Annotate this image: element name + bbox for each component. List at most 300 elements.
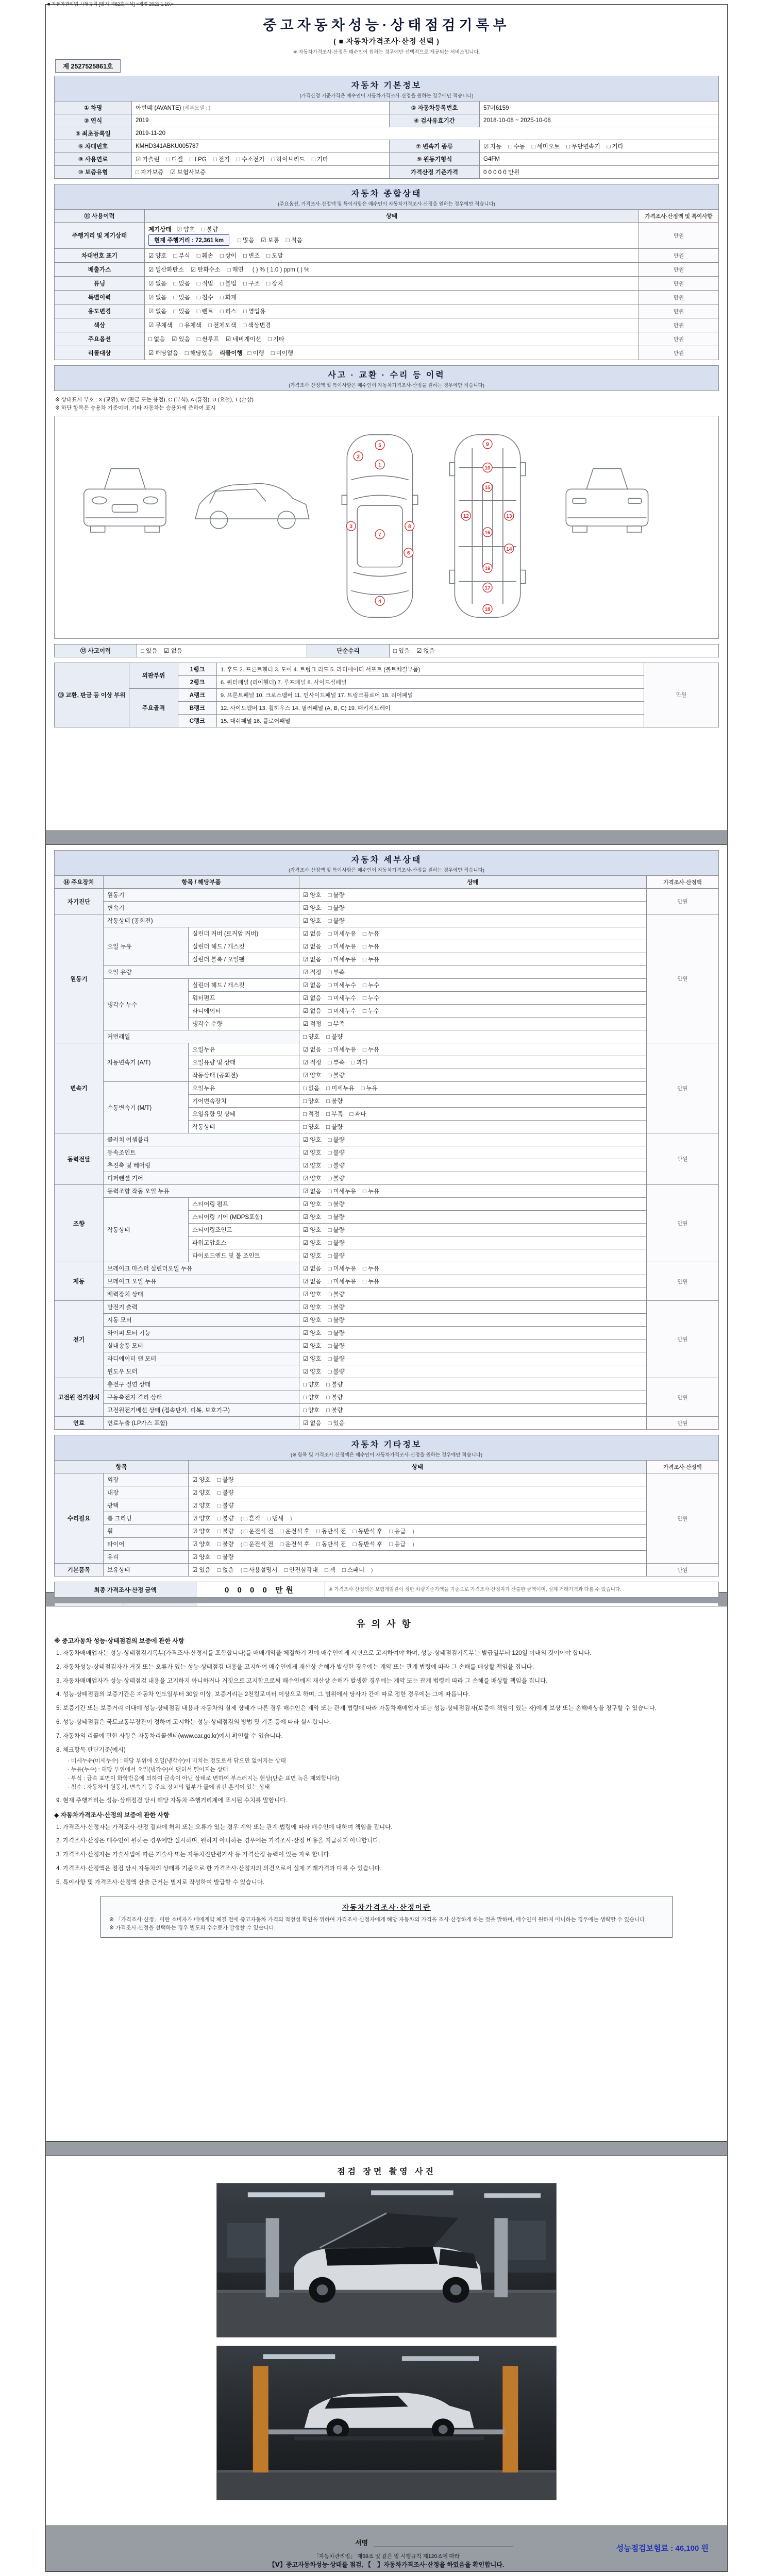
price-cell: 만원 [647, 1262, 719, 1301]
checkbox-unchecked[interactable]: □ 부족 [326, 1111, 343, 1117]
checkbox-checked[interactable]: ☑ 무채색 [148, 323, 173, 329]
svg-text:17: 17 [484, 585, 491, 591]
checkbox-unchecked[interactable]: □ 있음 [173, 295, 190, 301]
checkbox-checked[interactable]: ☑ 없음 [303, 1279, 322, 1285]
checkbox-unchecked[interactable]: □ 전기 [213, 157, 230, 163]
checkbox-unchecked[interactable]: □ 미세누유 [328, 931, 356, 937]
svg-text:16: 16 [484, 530, 491, 536]
checkbox-checked[interactable]: ☑ 적정 [303, 1021, 322, 1027]
checkbox-icon: □ [217, 1477, 221, 1483]
checkbox-unchecked[interactable]: □ 과다 [349, 1111, 366, 1117]
price-cell: 만원 [639, 346, 719, 360]
checkbox-checked[interactable]: ☑ 양호 [192, 1529, 211, 1535]
fuel-label: ⑧ 사용연료 [55, 153, 132, 166]
checkbox-checked[interactable]: ☑ 없음 [164, 648, 182, 654]
checkbox-unchecked[interactable]: □ 미세누유 [328, 1047, 356, 1053]
checkbox-unchecked[interactable]: □ 누유 [362, 957, 380, 963]
checkbox-checked[interactable]: ☑ 양호 [303, 1163, 322, 1169]
checkbox-checked[interactable]: ☑ 양호 [303, 1369, 322, 1375]
checkbox-unchecked[interactable]: □ 부족 [328, 1060, 345, 1066]
checkbox-unchecked[interactable]: □ 없음 [148, 336, 165, 343]
svg-text:15: 15 [484, 484, 491, 490]
price-cell: 만원 [639, 263, 719, 277]
checkbox-unchecked[interactable]: □ 기타 [607, 144, 624, 150]
section-note-accident: (가격조사·산정액 및 특이사항은 매수인이 자동차가격조사·산정을 원하는 경우에만 적습니다) [289, 383, 484, 388]
checkbox-unchecked[interactable]: □ 누유 [362, 1047, 380, 1053]
checkbox-unchecked[interactable]: □ 미세누수 [328, 1008, 356, 1014]
checkbox-unchecked[interactable]: □ 변조 [243, 253, 260, 259]
checkbox-unchecked[interactable]: □ 불량 [217, 1477, 234, 1483]
checkbox-checked[interactable]: ☑ 적정 [303, 970, 322, 976]
checkbox-icon: □ [362, 1047, 366, 1053]
checkbox-checked[interactable]: ☑ 양호 [303, 1137, 322, 1143]
checkbox-unchecked[interactable]: □ 리스 [220, 309, 237, 315]
checkbox-unchecked[interactable]: □ 많음 [238, 238, 255, 244]
checkbox-unchecked[interactable]: □ 기타 [311, 157, 329, 163]
checkbox-icon: ☑ [172, 336, 177, 343]
checkbox-unchecked[interactable]: □ 장치 [266, 281, 283, 287]
checkbox-unchecked[interactable]: □ 불량 [217, 1541, 234, 1548]
checkbox-unchecked[interactable]: □ 불량 [328, 1369, 345, 1375]
checkbox-unchecked[interactable]: □ 디젤 [166, 157, 183, 163]
checkbox-unchecked[interactable]: □ 불량 [328, 1317, 345, 1324]
checkbox-icon: □ [267, 336, 272, 343]
checkbox-unchecked[interactable]: □ 부족 [328, 1021, 345, 1027]
price-cell: 만원 [646, 1564, 718, 1577]
checkbox-icon: □ [342, 1567, 346, 1573]
checkbox-unchecked[interactable]: □ 양호 [303, 1034, 320, 1040]
checkbox-unchecked[interactable]: □ 자가보증 [136, 170, 164, 176]
checkbox-unchecked[interactable]: □ 미세누유 [328, 1279, 356, 1285]
checkbox-unchecked[interactable]: □ 수동 [508, 144, 525, 150]
checkbox-unchecked[interactable]: □ 있음 [141, 648, 158, 654]
checkbox-checked[interactable]: ☑ 없음 [303, 957, 322, 963]
checkbox-icon: ☑ [303, 1240, 309, 1246]
checkbox-icon: □ [328, 931, 332, 937]
checkbox-checked[interactable]: ☑ 적정 [303, 1060, 322, 1066]
checkbox-checked[interactable]: ☑ 양호 [303, 1317, 322, 1324]
checkbox-unchecked[interactable]: □ 동반석 후 [352, 1529, 383, 1535]
checkbox-checked[interactable]: ☑ 없음 [303, 1008, 322, 1014]
checkbox-checked[interactable]: ☑ 양호 [303, 1240, 322, 1246]
checkbox-unchecked[interactable]: □ 이행 [247, 350, 264, 357]
checkbox-unchecked[interactable]: □ 불량 [328, 1073, 345, 1079]
inline-label: 계기상태 [148, 227, 172, 233]
checkbox-unchecked[interactable]: □ 기타 [267, 336, 285, 343]
checkbox-checked[interactable]: ☑ 양호 [303, 1150, 322, 1156]
detail-row [55, 927, 719, 940]
checkbox-icon: □ [328, 982, 332, 989]
checkbox-unchecked[interactable]: □ 매연 [227, 267, 244, 273]
checkbox-unchecked[interactable]: □ 잭 [324, 1567, 335, 1573]
notice-item: 4. 성능·상태점검의 보증기간은 자동차 인도일부터 30일 이상, 보증거리는 2천킬로미터 이상으로 하며, 그 범위에서 당사자 간에 따로 정한 경우에는 그에 따릅니다. [56, 1691, 470, 1698]
insurance-fee [616, 2543, 709, 2553]
subitem-label: 오일유량 및 상태 [189, 1056, 299, 1069]
checkbox-icon: ☑ [303, 944, 309, 950]
checkbox-unchecked[interactable]: □ 영업용 [243, 309, 266, 315]
checkbox-checked[interactable]: ☑ 자동 [483, 144, 502, 150]
device-label: 전기 [55, 1301, 104, 1378]
notice-item: 4. 가격조사·산정액은 점검 당시 자동차의 상태를 기준으로 한 가격조사·산정자의 의견으로서 실제 거래가격과 다를 수 있습니다. [56, 1865, 382, 1872]
reg-no-label: ② 자동차등록번호 [390, 101, 480, 114]
checkbox-unchecked[interactable]: □ 운전석 전 [243, 1529, 274, 1535]
checkbox-icon: □ [362, 1279, 366, 1285]
subitem-label: 파워고압호스 [189, 1236, 299, 1249]
checkbox-unchecked[interactable]: □ 불량 [328, 1356, 345, 1362]
checkbox-unchecked[interactable]: □ 있음 [173, 281, 190, 287]
price-survey-option: ( ■ 자동차가격조사·산정 선택 ) [333, 37, 440, 45]
checkbox-icon: ☑ [148, 253, 154, 259]
checkbox-unchecked[interactable]: □ 불량 [328, 1253, 345, 1259]
checkbox-icon: ☑ [225, 336, 231, 343]
overall-row [55, 249, 719, 263]
item-label: 광택 [104, 1499, 189, 1512]
checkbox-unchecked[interactable]: □ 적법 [196, 281, 213, 287]
checkbox-unchecked[interactable]: □ 동반석 전 [316, 1541, 346, 1548]
final-price-note: ※ 가격조사·산정액은 보험개발원이 정한 차량기준가액을 기준으로 가격조사·산정자가 산출한 금액이며, 실제 거래가격과 다를 수 있습니다. [325, 1582, 719, 1598]
checkbox-unchecked[interactable]: □ 없음 [303, 1086, 320, 1092]
legal-basis-line: 「자동차관리법」 제58조 및 같은 법 시행규칙 제120조에 따라 [313, 2553, 460, 2560]
checkbox-checked[interactable]: ☑ 양호 [192, 1554, 211, 1561]
checkbox-unchecked[interactable]: □ 누유 [362, 1266, 380, 1272]
checkbox-unchecked[interactable]: □ 불량 [217, 1490, 234, 1496]
car-rear-view [566, 468, 648, 532]
checkbox-unchecked[interactable]: □ 불량 [326, 1395, 343, 1401]
checkbox-icon: □ [201, 227, 205, 233]
checkbox-unchecked[interactable]: □ 불량 [328, 1292, 345, 1298]
checkbox-checked[interactable]: ☑ 양호 [148, 253, 167, 259]
item-label: 보유상태 [104, 1564, 189, 1577]
checkbox-unchecked[interactable]: □ 불량 [217, 1503, 234, 1509]
checkbox-unchecked[interactable]: □ 있음 [328, 1420, 345, 1427]
checkbox-unchecked[interactable]: □ 색상변경 [243, 323, 271, 329]
section-note-basic: (가격산정 기준가격은 매수인이 자동차가격조사·산정을 원하는 경우에만 적습니다) [299, 93, 474, 99]
checkbox-unchecked[interactable]: □ 양호 [303, 1124, 320, 1130]
checkbox-checked[interactable]: ☑ 없음 [303, 995, 322, 1002]
checkbox-unchecked[interactable]: □ 누수 [362, 995, 380, 1002]
checkbox-unchecked[interactable]: □ 미세누유 [328, 957, 356, 963]
checkbox-unchecked[interactable]: □ 안전삼각대 [284, 1567, 318, 1573]
checkbox-icon: □ [238, 238, 242, 244]
checkbox-unchecked[interactable]: □ 불량 [201, 227, 219, 233]
checkbox-icon: ☑ [303, 1369, 309, 1375]
checkbox-unchecked[interactable]: □ 누유 [362, 931, 380, 937]
checkbox-icon: □ [328, 1304, 332, 1311]
checkbox-unchecked[interactable]: □ 침수 [196, 295, 213, 301]
checkbox-unchecked[interactable]: □ 미세누수 [328, 995, 356, 1002]
checkbox-unchecked[interactable]: □ 불량 [217, 1529, 234, 1535]
checkbox-icon: ☑ [303, 1279, 309, 1285]
checkbox-checked[interactable]: ☑ 탄화수소 [190, 267, 221, 273]
base-price-value: 0 0 0 0 0 만원 [480, 166, 719, 179]
checkbox-checked[interactable]: ☑ 양호 [303, 918, 322, 924]
checkbox-checked[interactable]: ☑ 양호 [192, 1516, 211, 1522]
checkbox-checked[interactable]: ☑ 보통 [261, 238, 279, 244]
form-reference-note: ■ 자동차관리법 시행규칙 [별지 제82호서식] <개정 2021.1.19.> [47, 2, 174, 7]
price-box-title: 자동차가격조사·산정이란 [342, 1903, 431, 1911]
price-cell: 만원 [646, 1473, 718, 1564]
checkbox-unchecked[interactable]: □ 응급 [389, 1529, 406, 1535]
checkbox-unchecked[interactable]: □ 상이 [220, 253, 237, 259]
checkbox-unchecked[interactable]: □ 불량 [326, 1408, 343, 1414]
checkbox-icon: □ [243, 1516, 247, 1522]
checkbox-unchecked[interactable]: □ 화재 [220, 295, 237, 301]
checkbox-checked[interactable]: ☑ 없음 [303, 1047, 322, 1053]
subitem-label: 작동상태 [189, 1121, 299, 1133]
checkbox-unchecked[interactable]: □ 운전석 전 [243, 1541, 274, 1548]
item-label: 등속조인트 [104, 1146, 299, 1159]
item-label: 수동변속기 (M/T) [104, 1082, 189, 1133]
checkbox-icon: □ [326, 1086, 330, 1092]
overall-row [55, 277, 719, 291]
checkbox-unchecked[interactable]: □ 불량 [328, 892, 345, 899]
checkbox-unchecked[interactable]: □ 누유 [361, 1086, 378, 1092]
checkbox-checked[interactable]: ☑ 없음 [303, 1420, 322, 1427]
checkbox-unchecked[interactable]: □ 동반석 후 [352, 1541, 383, 1548]
checkbox-unchecked[interactable]: □ 부족 [328, 970, 345, 976]
detail-row [55, 902, 719, 914]
notices-subheading-1: ※ 중고자동차 성능·상태점검의 보증에 관한 사항 [54, 1637, 184, 1645]
detail-row [55, 1340, 719, 1352]
checkbox-icon: □ [303, 1124, 307, 1130]
checkbox-checked[interactable]: ☑ 양호 [303, 1176, 322, 1182]
checkbox-unchecked[interactable]: □ 동반석 전 [316, 1529, 346, 1535]
checkbox-unchecked[interactable]: □ 적음 [285, 238, 303, 244]
checkbox-unchecked[interactable]: □ 있음 [173, 309, 190, 315]
checkbox-unchecked[interactable]: □ 썬루프 [196, 336, 219, 343]
checkbox-unchecked[interactable]: □ 불량 [328, 1201, 345, 1208]
checkbox-unchecked[interactable]: □ 불량 [328, 905, 345, 911]
checkbox-checked[interactable]: ☑ 양호 [303, 1201, 322, 1208]
checkbox-checked[interactable]: ☑ 양호 [303, 1304, 322, 1311]
checkbox-checked[interactable]: ☑ 없음 [303, 931, 322, 937]
checkbox-icon: □ [328, 892, 332, 899]
checkbox-unchecked[interactable]: □ 하이브리드 [271, 157, 305, 163]
checkbox-unchecked[interactable]: □ 누수 [362, 1008, 380, 1014]
checkbox-unchecked[interactable]: □ 전체도색 [208, 323, 237, 329]
price-cell: 만원 [647, 1133, 719, 1185]
checkbox-unchecked[interactable]: □ 있음 [393, 648, 410, 654]
checkbox-unchecked[interactable]: □ 불량 [328, 1137, 345, 1143]
checkbox-unchecked[interactable]: □ 부식 [173, 253, 190, 259]
checkbox-unchecked[interactable]: □ 운전석 후 [280, 1541, 310, 1548]
device-label: 조향 [55, 1185, 104, 1262]
checkbox-icon: □ [328, 957, 332, 963]
checkbox-icon: ☑ [190, 267, 196, 273]
checkbox-checked[interactable]: ☑ 일산화탄소 [148, 267, 184, 273]
checkbox-icon: ☑ [303, 1073, 309, 1079]
checkbox-unchecked[interactable]: □ 누유 [362, 1189, 380, 1195]
checkbox-checked[interactable]: ☑ 양호 [192, 1541, 211, 1548]
checkbox-checked[interactable]: ☑ 양호 [303, 1227, 322, 1233]
checkbox-unchecked[interactable]: □ 미세누유 [328, 1189, 356, 1195]
checkbox-icon: ☑ [303, 1137, 309, 1143]
checkbox-unchecked[interactable]: □ 미세누유 [328, 944, 356, 950]
etc-row [55, 1486, 719, 1499]
detail-row [55, 966, 719, 979]
notice-subitem: · 미세누유(미세누수) : 해당 부위에 오일(냉각수)이 비치는 정도로서 닦으면 없어지는 상태 [68, 1757, 286, 1764]
checkbox-icon: □ [316, 1529, 320, 1535]
checkbox-unchecked[interactable]: □ 응급 [389, 1541, 406, 1548]
checkbox-checked[interactable]: ☑ 양호 [303, 892, 322, 899]
checkbox-unchecked[interactable]: □ 미세누수 [328, 982, 356, 989]
checkbox-unchecked[interactable]: □ 해당있음 [184, 350, 213, 357]
checkbox-icon: □ [243, 1529, 247, 1535]
checkbox-checked[interactable]: ☑ 양호 [303, 1356, 322, 1362]
checkbox-checked[interactable]: ☑ 양호 [192, 1477, 211, 1483]
checkbox-unchecked[interactable]: □ 렌트 [196, 309, 213, 315]
checkbox-icon: ☑ [192, 1477, 198, 1483]
detail-row [55, 1327, 719, 1340]
checkbox-unchecked[interactable]: □ 운전석 후 [280, 1529, 310, 1535]
checkbox-icon: □ [217, 1554, 221, 1561]
detail-row [55, 1146, 719, 1159]
checkbox-unchecked[interactable]: □ 불량 [328, 1163, 345, 1169]
checkbox-icon: ☑ [303, 931, 309, 937]
checkbox-unchecked[interactable]: □ 불량 [328, 1150, 345, 1156]
checkbox-icon: □ [166, 157, 170, 163]
checkbox-checked[interactable]: ☑ 있음 [192, 1567, 211, 1573]
checkbox-checked[interactable]: ☑ 양호 [303, 1073, 322, 1079]
checkbox-checked[interactable]: ☑ 양호 [303, 1292, 322, 1298]
checkbox-checked[interactable]: ☑ 양호 [176, 227, 195, 233]
checkbox-icon: □ [220, 309, 224, 315]
checkbox-unchecked[interactable]: □ 불량 [326, 1034, 343, 1040]
item-label: 실내송풍 모터 [104, 1340, 299, 1352]
checkbox-unchecked[interactable]: □ 냄새 [266, 1516, 284, 1522]
checkbox-icon: □ [352, 1529, 357, 1535]
checkbox-unchecked[interactable]: □ 미이행 [271, 350, 294, 357]
checkbox-unchecked[interactable]: □ 양호 [303, 1395, 320, 1401]
checkbox-checked[interactable]: ☑ 해당없음 [148, 350, 178, 357]
svg-text:7: 7 [378, 532, 381, 538]
checkbox-unchecked[interactable]: □ 도말 [266, 253, 283, 259]
checkbox-checked[interactable]: ☑ 양호 [303, 1343, 322, 1349]
overall-condition-table [54, 184, 719, 360]
item-label: 윈도우 모터 [104, 1365, 299, 1378]
detail-col-state: 상태 [299, 876, 647, 889]
checkbox-unchecked[interactable]: □ LPG [189, 157, 207, 163]
checkbox-unchecked[interactable]: □ 사용설명서 [243, 1567, 278, 1573]
checkbox-unchecked[interactable]: □ 불량 [328, 1343, 345, 1349]
checkbox-checked[interactable]: ☑ 양호 [303, 1330, 322, 1336]
checkbox-checked[interactable]: ☑ 양호 [192, 1503, 211, 1509]
checkbox-icon: □ [284, 1567, 288, 1573]
checkbox-unchecked[interactable]: □ 훼손 [196, 253, 213, 259]
checkbox-icon: □ [303, 1408, 307, 1414]
checkbox-unchecked[interactable]: □ 양호 [303, 1098, 320, 1105]
checkbox-checked[interactable]: ☑ 가솔린 [136, 157, 160, 163]
signature-line[interactable] [374, 2540, 513, 2547]
checkbox-unchecked[interactable]: □ 적정 [303, 1111, 320, 1117]
checkbox-checked[interactable]: ☑ 없음 [303, 1266, 322, 1272]
checkbox-icon: □ [393, 648, 397, 654]
detail-row [55, 1378, 719, 1391]
checkbox-unchecked[interactable]: □ 불량 [326, 1098, 343, 1105]
checkbox-unchecked[interactable]: □ 흔적 [243, 1516, 260, 1522]
checkbox-checked[interactable]: ☑ 있음 [172, 336, 190, 343]
rank-items: 6. 쿼터패널 (리어휀더) 7. 루프패널 8. 사이드실패널 [217, 675, 644, 688]
checkbox-checked[interactable]: ☑ 보험사보증 [170, 170, 206, 176]
checkbox-icon: ☑ [303, 1343, 309, 1349]
outer-panel-label: 외판부위 [129, 663, 178, 688]
checkbox-icon: ☑ [136, 157, 141, 163]
checkbox-icon: □ [326, 1034, 330, 1040]
checkbox-checked[interactable]: ☑ 없음 [148, 281, 167, 287]
checkbox-unchecked[interactable]: □ 스패너 [342, 1567, 365, 1573]
checkbox-checked[interactable]: ☑ 양호 [303, 1214, 322, 1221]
checkbox-checked[interactable]: ☑ 없음 [416, 648, 435, 654]
signature-label: 서명 [355, 2539, 368, 2547]
category-label: 수리필요 [55, 1473, 104, 1564]
checkbox-checked[interactable]: ☑ 없음 [303, 944, 322, 950]
checkbox-icon: ☑ [303, 1330, 309, 1336]
vin-value: KMHD341ABKU005787 [132, 140, 390, 153]
checkbox-unchecked[interactable]: □ 과다 [351, 1060, 368, 1066]
accident-history-label: ⑫ 사고이력 [55, 644, 137, 657]
checkbox-unchecked[interactable]: □ 불량 [326, 1124, 343, 1130]
checkbox-unchecked[interactable]: □ 불량 [328, 1330, 345, 1336]
checkbox-unchecked[interactable]: □ 미세누유 [328, 1266, 356, 1272]
rank-row [55, 688, 719, 701]
checkbox-unchecked[interactable]: □ 누유 [362, 1279, 380, 1285]
checkbox-checked[interactable]: ☑ 양호 [303, 905, 322, 911]
checkbox-unchecked[interactable]: □ 불량 [328, 1304, 345, 1311]
checkbox-unchecked[interactable]: □ 무단변속기 [566, 144, 600, 150]
checkbox-checked[interactable]: ☑ 양호 [192, 1490, 211, 1496]
checkbox-icon: □ [196, 309, 200, 315]
item-label: 시동 모터 [104, 1314, 299, 1327]
notice-item: 9. 현재 주행거리는 성능·상태점검 당시 해당 자동차 주행거리계에 표시된 수치를 말합니다. [56, 1797, 288, 1804]
checkbox-unchecked[interactable]: □ 누수 [362, 982, 380, 989]
checkbox-unchecked[interactable]: □ 불량 [328, 1214, 345, 1221]
checkbox-unchecked[interactable]: □ 불량 [328, 1176, 345, 1182]
checkbox-unchecked[interactable]: □ 불법 [220, 281, 237, 287]
checkbox-checked[interactable]: ☑ 없음 [303, 1189, 322, 1195]
item-label: 자동변속기 (A/T) [104, 1043, 189, 1082]
checkbox-unchecked[interactable]: □ 없음 [217, 1567, 234, 1573]
checkbox-unchecked[interactable]: □ 구조 [243, 281, 260, 287]
checkbox-icon: □ [243, 323, 247, 329]
checkbox-unchecked[interactable]: □ 유채색 [179, 323, 201, 329]
price-cell: 만원 [639, 277, 719, 291]
checkbox-icon: □ [247, 350, 251, 357]
checkbox-icon: □ [243, 1541, 247, 1548]
checkbox-unchecked[interactable]: □ 불량 [326, 1382, 343, 1388]
checkbox-unchecked[interactable]: □ 미세누유 [326, 1086, 355, 1092]
checkbox-checked[interactable]: ☑ 없음 [148, 295, 167, 301]
checkbox-unchecked[interactable]: □ 불량 [328, 918, 345, 924]
checkbox-unchecked[interactable]: □ 불량 [328, 1227, 345, 1233]
footer-area [46, 2526, 727, 2572]
checkbox-unchecked[interactable]: □ 불량 [328, 1240, 345, 1246]
checkbox-icon: □ [508, 144, 512, 150]
checkbox-checked[interactable]: ☑ 없음 [148, 309, 167, 315]
checkbox-icon: □ [328, 1214, 332, 1221]
checkbox-unchecked[interactable]: □ 불량 [217, 1516, 234, 1522]
checkbox-unchecked[interactable]: □ 불량 [217, 1554, 234, 1561]
checkbox-unchecked[interactable]: □ 양호 [303, 1382, 320, 1388]
checkbox-checked[interactable]: ☑ 네비게이션 [225, 336, 261, 343]
checkbox-unchecked[interactable]: □ 수소전기 [236, 157, 265, 163]
checkbox-checked[interactable]: ☑ 양호 [303, 1253, 322, 1259]
checkbox-unchecked[interactable]: □ 양호 [303, 1408, 320, 1414]
device-label: 원동기 [55, 914, 104, 1043]
checkbox-unchecked[interactable]: □ 세미오토 [531, 144, 560, 150]
checkbox-checked[interactable]: ☑ 없음 [303, 982, 322, 989]
svg-text:12: 12 [463, 513, 469, 519]
checkbox-unchecked[interactable]: □ 누유 [362, 944, 380, 950]
